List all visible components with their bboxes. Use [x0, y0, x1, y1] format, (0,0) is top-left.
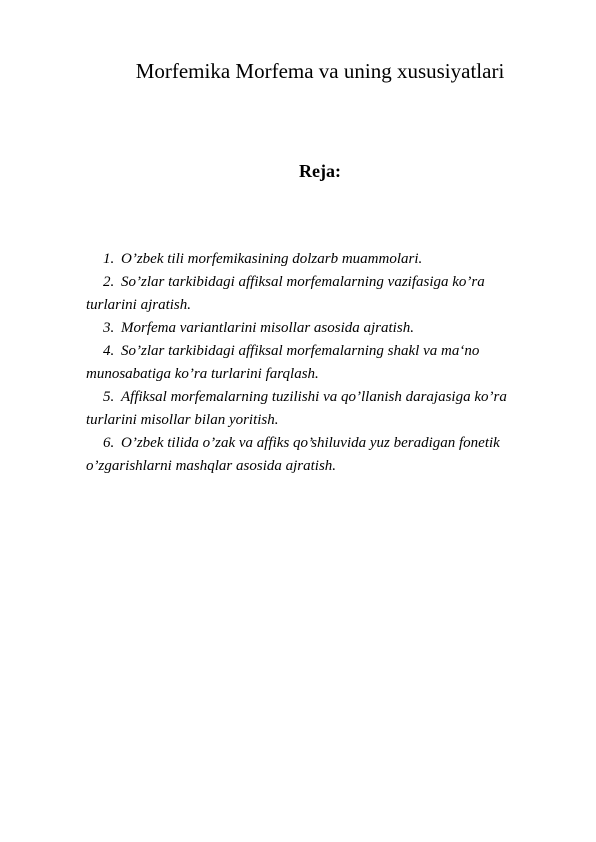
plan-item-number: 5. [103, 389, 115, 405]
plan-heading: Reja: [299, 161, 341, 181]
plan-item [86, 340, 532, 386]
plan-item-number: 2. [103, 274, 115, 290]
plan-item-text: O’zbek tilida o’zak va affiks qo’shiluvida yuz beradigan fonetik o’zgarishlarni mashqlar asosida ajratish. [86, 435, 500, 474]
plan-item-number: 6. [103, 435, 115, 451]
plan-item-text: So’zlar tarkibidagi affiksal morfemalarning vazifasiga ko’ra turlarini ajratish. [86, 274, 485, 313]
plan-item [86, 248, 532, 271]
plan-item [86, 317, 532, 340]
plan-item-number: 1. [103, 251, 115, 267]
plan-item [86, 271, 532, 317]
plan-item-number: 3. [103, 320, 115, 336]
plan-item-text: O’zbek tili morfemikasining dolzarb muammolari. [121, 251, 423, 267]
plan-list [86, 248, 532, 478]
plan-item-text: Affiksal morfemalarning tuzilishi va qo’llanish darajasiga ko’ra turlarini misollar bilan yoritish. [86, 389, 507, 428]
plan-item-text: Morfema variantlarini misollar asosida ajratish. [121, 320, 414, 336]
plan-item [86, 386, 532, 432]
plan-item-text: So’zlar tarkibidagi affiksal morfemalarning shakl va ma‘no munosabatiga ko’ra turlarini farqlash. [86, 343, 480, 382]
document-title: Morfemika Morfema va uning xususiyatlari [135, 59, 505, 83]
plan-item-number: 4. [103, 343, 115, 359]
plan-item [86, 432, 532, 478]
